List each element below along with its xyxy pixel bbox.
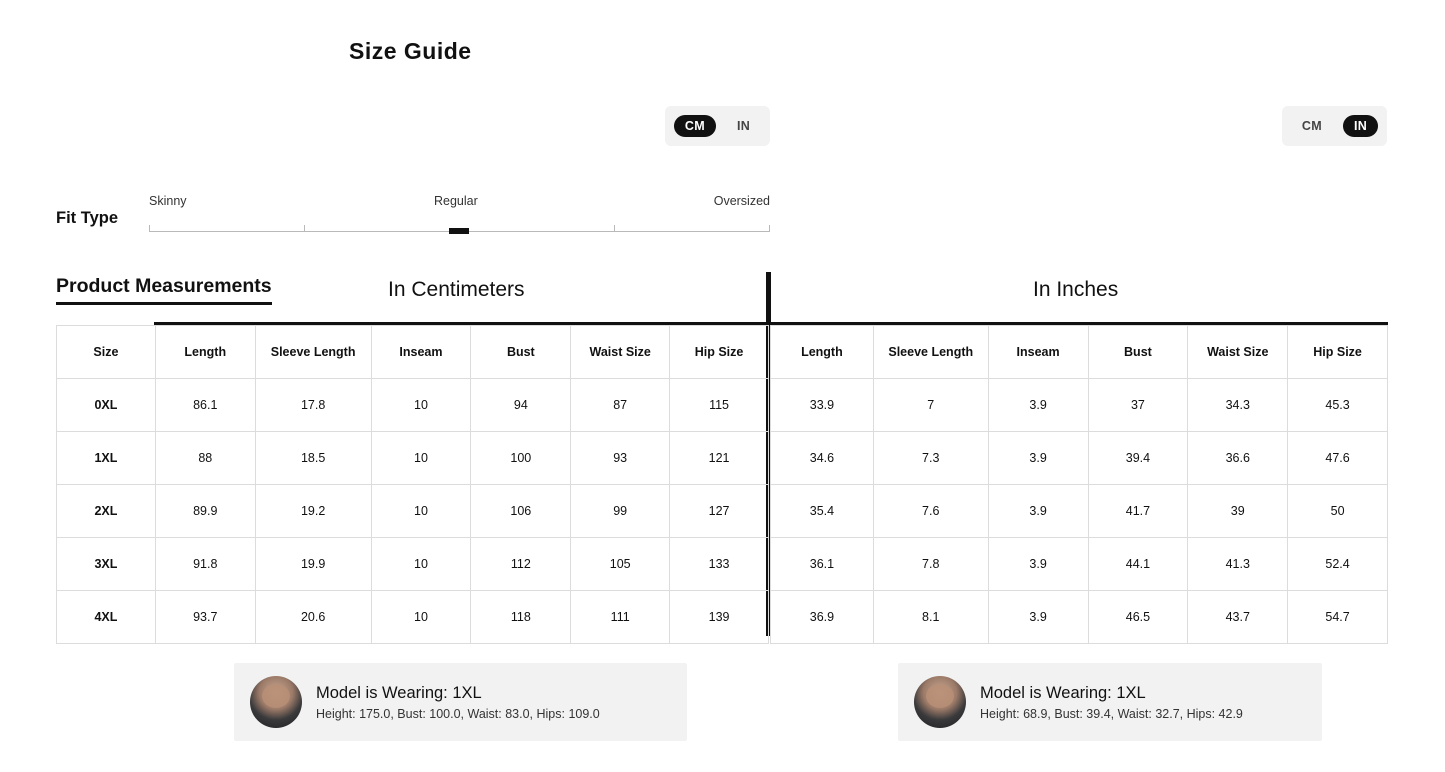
col-bust-in: Bust — [1088, 326, 1188, 379]
cell-waist: 111 — [571, 591, 670, 644]
cell-sleeve-length-in: 8.1 — [873, 591, 988, 644]
cell-inseam: 10 — [371, 538, 471, 591]
table-row — [771, 538, 1388, 591]
fit-type-axis — [149, 222, 770, 236]
unit-option-cm-right[interactable]: CM — [1301, 119, 1322, 133]
centimeters-heading: In Centimeters — [388, 278, 525, 301]
cell-waist: 87 — [571, 379, 670, 432]
table-row — [771, 432, 1388, 485]
cell-inseam-in: 3.9 — [988, 538, 1088, 591]
cell-waist-in: 36.6 — [1188, 432, 1288, 485]
cell-sleeve-length-in: 7.6 — [873, 485, 988, 538]
cell-hip: 121 — [670, 432, 769, 485]
cell-inseam-in: 3.9 — [988, 379, 1088, 432]
col-length-in: Length — [771, 326, 874, 379]
cell-sleeve-length-in: 7.8 — [873, 538, 988, 591]
col-sleeve-length: Sleeve Length — [255, 326, 371, 379]
cell-waist-in: 39 — [1188, 485, 1288, 538]
cell-waist-in: 43.7 — [1188, 591, 1288, 644]
col-inseam-in: Inseam — [988, 326, 1088, 379]
model-info-card-cm — [234, 663, 687, 741]
cell-hip: 139 — [670, 591, 769, 644]
cell-bust-in: 41.7 — [1088, 485, 1188, 538]
cell-sleeve-length-in: 7.3 — [873, 432, 988, 485]
cell-bust: 94 — [471, 379, 571, 432]
col-length: Length — [155, 326, 255, 379]
cell-length-in: 36.9 — [771, 591, 874, 644]
cell-bust-in: 39.4 — [1088, 432, 1188, 485]
cell-hip-in: 45.3 — [1288, 379, 1388, 432]
cell-bust: 106 — [471, 485, 571, 538]
cell-inseam: 10 — [371, 591, 471, 644]
table-row — [57, 379, 769, 432]
fit-type-slider[interactable] — [149, 194, 770, 236]
model-info-text — [980, 684, 1243, 721]
col-bust: Bust — [471, 326, 571, 379]
model-info-text — [316, 684, 600, 721]
table-header-row — [57, 326, 769, 379]
col-sleeve-length-in: Sleeve Length — [873, 326, 988, 379]
fit-axis-tick-2 — [614, 225, 615, 232]
page-title: Size Guide — [349, 38, 472, 64]
unit-toggle-in[interactable] — [1282, 106, 1387, 146]
cell-size: 0XL — [57, 379, 156, 432]
cell-bust: 100 — [471, 432, 571, 485]
cell-bust: 118 — [471, 591, 571, 644]
col-size: Size — [57, 326, 156, 379]
fit-slider-knob[interactable] — [449, 228, 469, 234]
unit-option-cm[interactable]: CM — [674, 115, 716, 137]
cell-length: 86.1 — [155, 379, 255, 432]
table-header-row — [771, 326, 1388, 379]
table-row — [57, 485, 769, 538]
cell-inseam: 10 — [371, 485, 471, 538]
fit-mark-regular: Regular — [434, 194, 478, 208]
cell-inseam-in: 3.9 — [988, 591, 1088, 644]
cell-hip-in: 50 — [1288, 485, 1388, 538]
measurements-table-in — [770, 325, 1388, 644]
cell-sleeve-length: 17.8 — [255, 379, 371, 432]
cell-sleeve-length: 18.5 — [255, 432, 371, 485]
cell-inseam: 10 — [371, 432, 471, 485]
cell-size: 3XL — [57, 538, 156, 591]
cell-bust-in: 44.1 — [1088, 538, 1188, 591]
cell-inseam-in: 3.9 — [988, 432, 1088, 485]
cell-hip-in: 47.6 — [1288, 432, 1388, 485]
cell-length-in: 34.6 — [771, 432, 874, 485]
fit-type-marks — [149, 194, 770, 216]
model-wearing-label: Model is Wearing: 1XL — [316, 683, 482, 702]
cell-waist: 99 — [571, 485, 670, 538]
model-wearing-label: Model is Wearing: 1XL — [980, 683, 1146, 702]
fit-type-label: Fit Type — [56, 209, 119, 227]
col-waist-size: Waist Size — [571, 326, 670, 379]
fit-axis-tick-1 — [304, 225, 305, 232]
table-row — [57, 432, 769, 485]
cell-sleeve-length: 20.6 — [255, 591, 371, 644]
fit-axis-tick-3 — [769, 225, 770, 232]
cell-length-in: 35.4 — [771, 485, 874, 538]
cell-sleeve-length: 19.2 — [255, 485, 371, 538]
col-hip-size-in: Hip Size — [1288, 326, 1388, 379]
cell-length-in: 33.9 — [771, 379, 874, 432]
col-inseam: Inseam — [371, 326, 471, 379]
cell-size: 1XL — [57, 432, 156, 485]
table-row — [57, 538, 769, 591]
table-row — [771, 485, 1388, 538]
cell-bust-in: 46.5 — [1088, 591, 1188, 644]
model-info-card-in — [898, 663, 1322, 741]
product-measurements-heading: Product Measurements — [56, 275, 272, 305]
table-row — [771, 591, 1388, 644]
model-measurements: Height: 68.9, Bust: 39.4, Waist: 32.7, Hips: 42.9 — [980, 706, 1243, 721]
cell-sleeve-length-in: 7 — [873, 379, 988, 432]
fit-mark-skinny: Skinny — [149, 194, 187, 208]
cell-hip: 127 — [670, 485, 769, 538]
cell-waist-in: 34.3 — [1188, 379, 1288, 432]
cell-waist: 105 — [571, 538, 670, 591]
fit-mark-oversized: Oversized — [713, 194, 770, 208]
cell-hip-in: 52.4 — [1288, 538, 1388, 591]
model-measurements: Height: 175.0, Bust: 100.0, Waist: 83.0, Hips: 109.0 — [316, 706, 600, 721]
cell-size: 2XL — [57, 485, 156, 538]
avatar — [250, 676, 302, 728]
unit-option-in-right[interactable]: IN — [1343, 115, 1378, 137]
cell-length-in: 36.1 — [771, 538, 874, 591]
cell-waist-in: 41.3 — [1188, 538, 1288, 591]
cell-length: 93.7 — [155, 591, 255, 644]
cell-bust: 112 — [471, 538, 571, 591]
cell-length: 88 — [155, 432, 255, 485]
table-row — [771, 379, 1388, 432]
cell-hip: 133 — [670, 538, 769, 591]
cell-sleeve-length: 19.9 — [255, 538, 371, 591]
cell-bust-in: 37 — [1088, 379, 1188, 432]
inches-heading: In Inches — [1033, 278, 1119, 301]
cell-inseam: 10 — [371, 379, 471, 432]
cell-size: 4XL — [57, 591, 156, 644]
cell-hip-in: 54.7 — [1288, 591, 1388, 644]
fit-axis-tick-0 — [149, 225, 150, 232]
unit-option-in[interactable]: IN — [736, 119, 751, 133]
measurements-table-cm — [56, 325, 769, 644]
col-waist-size-in: Waist Size — [1188, 326, 1288, 379]
cell-hip: 115 — [670, 379, 769, 432]
cell-length: 89.9 — [155, 485, 255, 538]
table-row — [57, 591, 769, 644]
avatar — [914, 676, 966, 728]
unit-toggle-cm[interactable] — [665, 106, 770, 146]
col-hip-size: Hip Size — [670, 326, 769, 379]
cell-inseam-in: 3.9 — [988, 485, 1088, 538]
cell-length: 91.8 — [155, 538, 255, 591]
cell-waist: 93 — [571, 432, 670, 485]
